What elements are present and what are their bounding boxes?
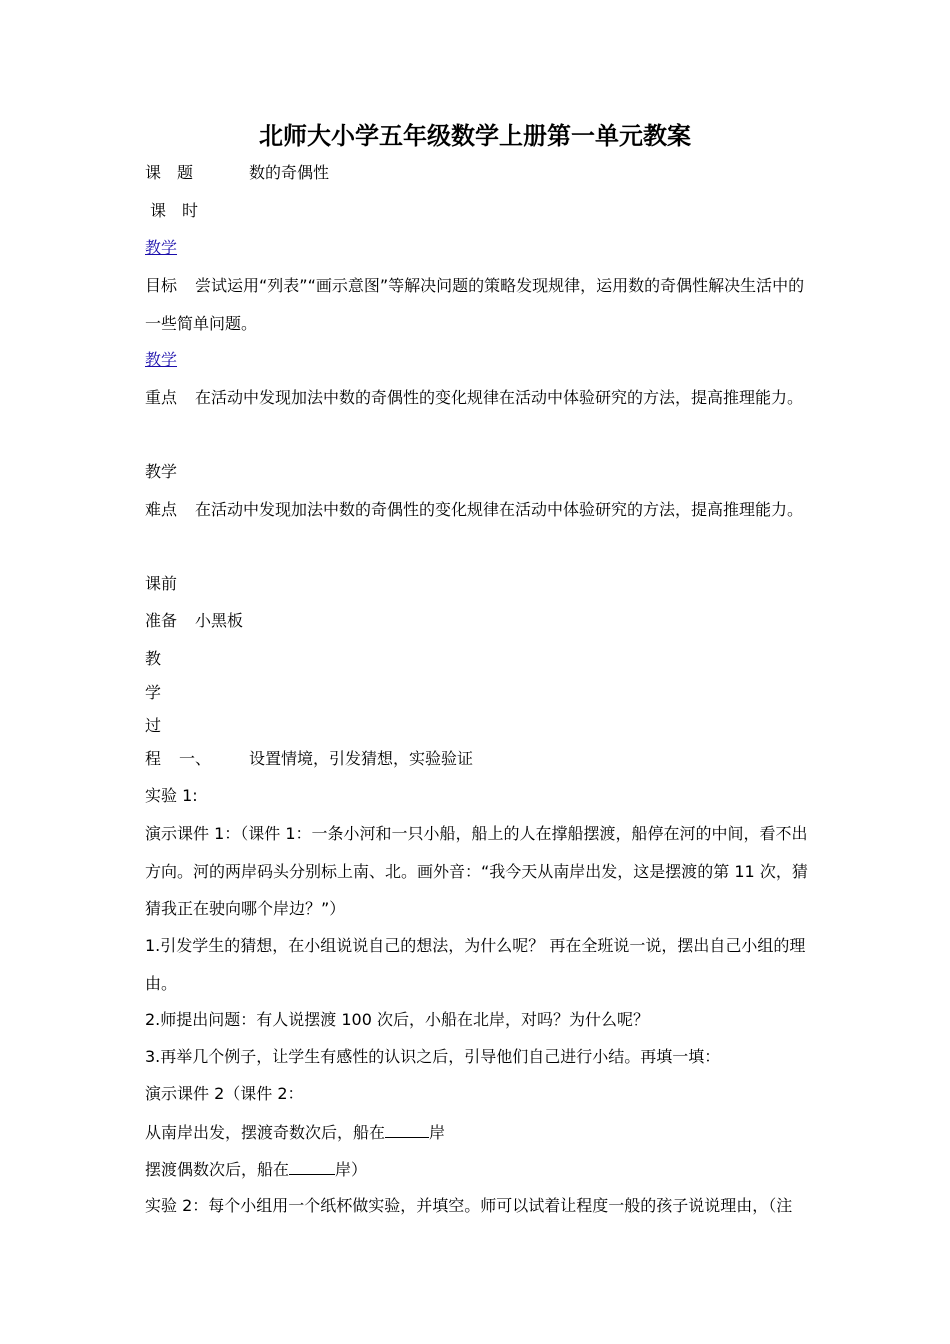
process-char-4: 程 [145, 749, 162, 768]
difficulty-label-2: 难点 [145, 500, 178, 519]
topic-label: 课 题 [145, 163, 194, 182]
teaching-link-2[interactable]: 教学 [145, 350, 178, 369]
list-item-2: 2.师提出问题：有人说摆渡 100 次后，小船在北岸，对吗？为什么呢？ [145, 1010, 649, 1029]
process-char-3: 过 [145, 716, 162, 735]
list-item-1: 1.引发学生的猜想，在小组说说自己的想法，为什么呢？ 再在全班说一说，摆出自己小组的理由。 [145, 936, 806, 993]
topic-row [145, 161, 329, 185]
goal-label: 目标 [145, 276, 178, 295]
step-row [145, 747, 473, 771]
topic-value: 数的奇偶性 [249, 163, 330, 182]
fill-1-prefix: 从南岸出发，摆渡奇数次后，船在 [145, 1123, 386, 1142]
key-label: 重点 [145, 388, 178, 407]
fill-blank-line-1 [145, 1120, 445, 1144]
list-item-3: 3.再举几个例子，让学生有感性的认识之后，引导他们自己进行小结。再填一填： [145, 1047, 721, 1066]
period-label: 课 时 [150, 201, 199, 220]
prep-label-2: 准备 [145, 611, 178, 630]
experiment-2-line: 实验 2：每个小组用一个纸杯做实验，并填空。师可以试着让程度一般的孩子说说理由，（注 [145, 1196, 793, 1215]
prep-row [145, 609, 243, 633]
key-paragraph [145, 379, 810, 417]
goal-paragraph [145, 267, 810, 342]
teaching-link-1[interactable]: 教学 [145, 238, 178, 257]
page-title: 北师大小学五年级数学上册第一单元教案 [259, 122, 691, 150]
demo-1-paragraph: 演示课件 1：（课件 1：一条小河和一只小船，船上的人在撑船摆渡，船停在河的中间，看不出方向。河的两岸码头分别标上南、北。画外音：“我今天从南岸出发，这是摆渡的第 11 次，猜猜我正在驶向哪个岸边？”） [145, 824, 808, 918]
experiment-1-heading: 实验 1: [145, 786, 198, 805]
fill-2-prefix: 摆渡偶数次后，船在 [145, 1160, 290, 1179]
key-text: 在活动中发现加法中数的奇偶性的变化规律在活动中体验研究的方法，提高推理能力。 [195, 388, 804, 407]
process-char-1: 教 [145, 649, 162, 668]
answer-blank-1[interactable] [385, 1120, 429, 1138]
prep-value: 小黑板 [195, 611, 244, 630]
fill-2-suffix: 岸） [335, 1160, 368, 1179]
demo-2-line: 演示课件 2（课件 2： [145, 1084, 304, 1103]
difficulty-paragraph [145, 491, 810, 529]
answer-blank-2[interactable] [289, 1157, 335, 1175]
step-number: 一、 [179, 749, 212, 768]
prep-label-1: 课前 [145, 574, 178, 593]
step-text: 设置情境，引发猜想，实验验证 [249, 749, 474, 768]
difficulty-label-1: 教学 [145, 462, 178, 481]
process-char-2: 学 [145, 683, 162, 702]
fill-blank-line-2 [145, 1157, 367, 1181]
goal-text: 尝试运用“列表”“画示意图”等解决问题的策略发现规律，运用数的奇偶性解决生活中的一些简单问题。 [145, 276, 805, 333]
fill-1-suffix: 岸 [429, 1123, 446, 1142]
difficulty-text: 在活动中发现加法中数的奇偶性的变化规律在活动中体验研究的方法，提高推理能力。 [195, 500, 804, 519]
